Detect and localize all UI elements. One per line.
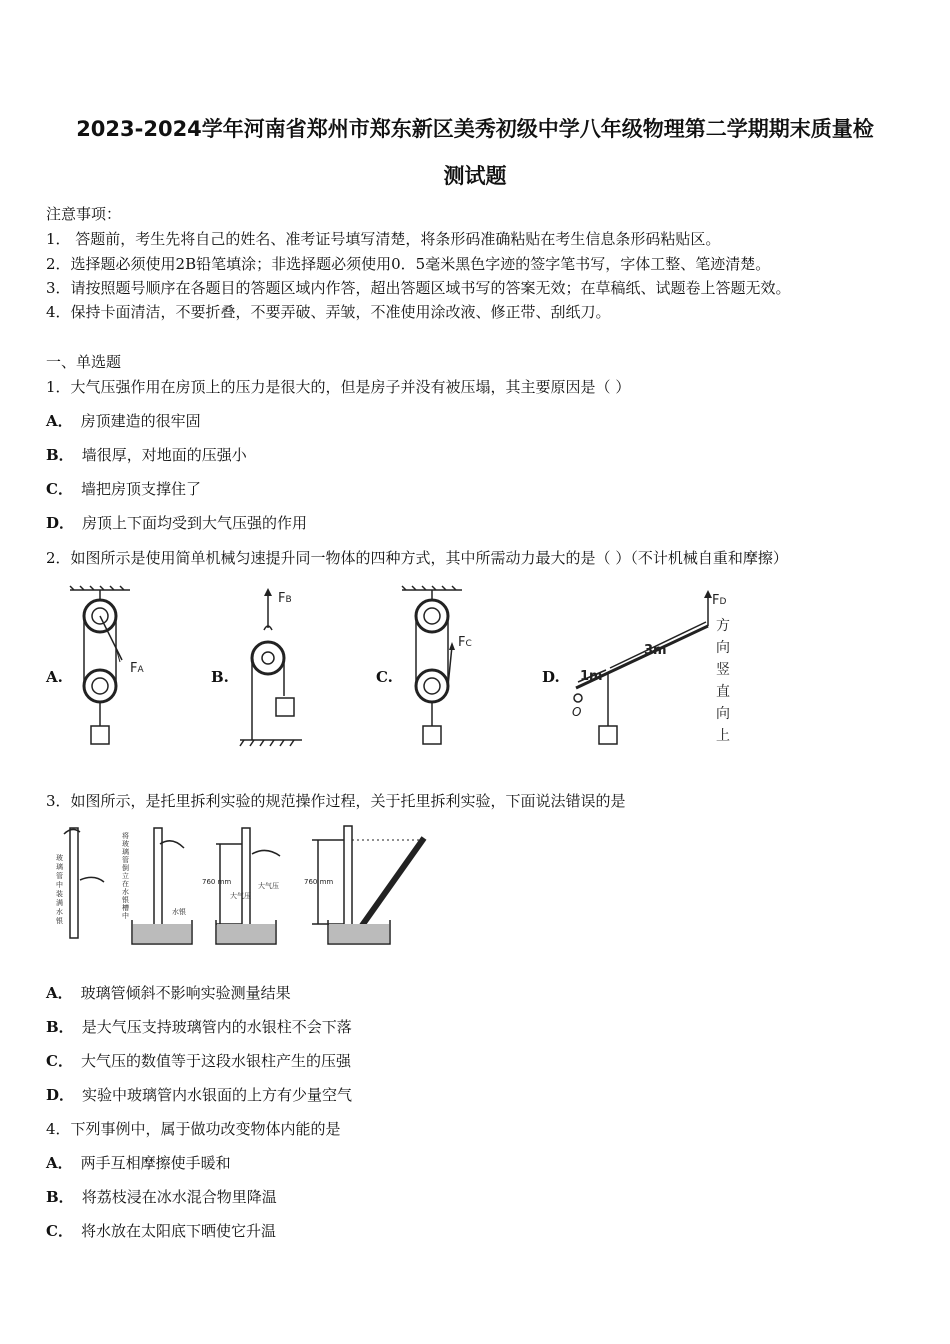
q4-option-a bbox=[46, 1152, 231, 1173]
option-label: D． bbox=[46, 514, 75, 532]
length-1m: 1m bbox=[580, 669, 603, 684]
fig-vchar: 将 bbox=[122, 832, 129, 840]
force-sub-fb: B bbox=[285, 595, 292, 605]
option-text: 将荔枝浸在冰水混合物里降温 bbox=[81, 1188, 277, 1206]
fig-vchar: 璃 bbox=[56, 863, 63, 871]
notice-item-2: 2．选择题必须使用2B铅笔填涂；非选择题必须使用0．5毫米黑色字迹的签字笔书写，字体工整、笔迹清楚。 bbox=[46, 255, 771, 273]
direction-char: 竖 bbox=[716, 662, 730, 678]
fig-vchar: 满 bbox=[56, 899, 63, 907]
option-label: B． bbox=[46, 446, 74, 464]
pulley-figure-a bbox=[70, 586, 160, 756]
notice-item-3: 3．请按照题号顺序在各题目的答题区域内作答，超出答题区域书写的答案无效；在草稿纸、试题卷上答题无效。 bbox=[46, 279, 791, 297]
direction-char: 向 bbox=[716, 706, 730, 722]
option-text: 墙很厚，对地面的压强小 bbox=[81, 446, 247, 464]
fig-vchar: 玻 bbox=[56, 854, 63, 862]
fig-vchar: 立 bbox=[122, 872, 129, 880]
svg-text:FD bbox=[712, 593, 726, 608]
fig-vchar: 倒 bbox=[122, 864, 129, 872]
q3-option-c bbox=[46, 1050, 351, 1071]
q1-option-c bbox=[46, 478, 201, 499]
fig-vchar: 管 bbox=[56, 872, 63, 880]
option-text: 将水放在太阳底下晒使它升温 bbox=[80, 1222, 276, 1240]
option-label: C． bbox=[46, 480, 73, 498]
fig-vchar: 玻 bbox=[122, 840, 129, 848]
option-text: 房顶建造的很牢固 bbox=[80, 412, 201, 430]
q2-label-b: B. bbox=[211, 668, 229, 686]
lever-figure-d bbox=[568, 588, 748, 758]
fig-vchar: 水 bbox=[122, 888, 129, 896]
q4-stem: 4．下列事例中，属于做功改变物体内能的是 bbox=[46, 1120, 341, 1138]
option-text: 玻璃管倾斜不影响实验测量结果 bbox=[80, 984, 291, 1002]
option-text: 墙把房顶支撑住了 bbox=[80, 480, 201, 498]
notice-item-1: 1． 答题前，考生先将自己的姓名、准考证号填写清楚，将条形码准确粘贴在考生信息条形码粘贴区。 bbox=[46, 230, 721, 248]
fig-vchar: 中 bbox=[122, 912, 129, 920]
option-label: C． bbox=[46, 1222, 73, 1240]
fig-vchar: 银 bbox=[122, 896, 129, 904]
q3-stem: 3．如图所示，是托里拆利实验的规范操作过程，关于托里拆利实验，下面说法错误的是 bbox=[46, 792, 626, 810]
q4-option-b bbox=[46, 1186, 277, 1207]
option-text: 实验中玻璃管内水银面的上方有少量空气 bbox=[82, 1086, 353, 1104]
notice-item-4: 4．保持卡面清洁，不要折叠，不要弄破、弄皱，不准使用涂改液、修正带、刮纸刀。 bbox=[46, 303, 611, 321]
torricelli-figure bbox=[46, 824, 446, 950]
q1-option-b bbox=[46, 444, 247, 465]
fig-vchar: 在 bbox=[122, 880, 129, 888]
fig-vchar: 管 bbox=[122, 856, 129, 864]
length-3m: 3m bbox=[644, 643, 667, 658]
q4-option-c bbox=[46, 1220, 276, 1241]
option-text: 是大气压支持玻璃管内的水银柱不会下落 bbox=[81, 1018, 352, 1036]
direction-char: 直 bbox=[716, 684, 730, 700]
fig-vchar: 璃 bbox=[122, 848, 129, 856]
direction-char: 向 bbox=[716, 640, 730, 656]
air-pressure-label-1: 大气压 bbox=[230, 892, 251, 900]
force-sub-fa: A bbox=[137, 665, 144, 675]
q2-label-c: C. bbox=[376, 668, 393, 686]
force-sub-fd: D bbox=[719, 597, 727, 607]
section-heading: 一、单选题 bbox=[46, 353, 122, 371]
svg-text:FA bbox=[130, 661, 144, 676]
fig-vchar: 水 bbox=[56, 908, 63, 916]
option-label: C． bbox=[46, 1052, 73, 1070]
direction-char: 方 bbox=[716, 618, 730, 634]
fig-vchar: 中 bbox=[56, 881, 63, 889]
pulley-figure-b bbox=[236, 586, 316, 751]
option-text: 两手互相摩擦使手暖和 bbox=[80, 1154, 231, 1172]
direction-char: 上 bbox=[716, 728, 730, 744]
mercury-label: 水银 bbox=[172, 908, 186, 916]
notice-heading: 注意事项： bbox=[46, 205, 122, 223]
option-label: A． bbox=[46, 412, 73, 430]
page-title-line2: 测试题 bbox=[443, 164, 507, 188]
q3-option-b bbox=[46, 1016, 352, 1037]
option-label: B． bbox=[46, 1018, 74, 1036]
pulley-figure-c bbox=[402, 586, 492, 756]
option-label: D． bbox=[46, 1086, 75, 1104]
option-label: A． bbox=[46, 1154, 73, 1172]
q1-option-a bbox=[46, 410, 201, 431]
q1-stem: 1．大气压强作用在房顶上的压力是很大的，但是房子并没有被压塌，其主要原因是（ ） bbox=[46, 378, 631, 396]
force-sub-fc: C bbox=[465, 639, 472, 649]
svg-text:FB bbox=[278, 591, 292, 606]
svg-text:FC bbox=[458, 635, 472, 650]
pivot-label: O bbox=[572, 705, 582, 719]
option-label: B． bbox=[46, 1188, 74, 1206]
option-label: A． bbox=[46, 984, 73, 1002]
page-title-line1: 2023-2024学年河南省郑州市郑东新区美秀初级中学八年级物理第二学期期末质量检 bbox=[76, 117, 874, 141]
force-label-fd: F bbox=[712, 593, 720, 608]
q2-stem: 2．如图所示是使用简单机械匀速提升同一物体的四种方式，其中所需动力最大的是（ ）（不计机械自重和摩擦） bbox=[46, 549, 788, 567]
air-pressure-label-2: 大气压 bbox=[258, 882, 279, 890]
force-label-fa: F bbox=[130, 661, 138, 676]
q3-option-d bbox=[46, 1084, 352, 1105]
fig-vchar: 装 bbox=[56, 890, 63, 898]
fig-vchar: 槽 bbox=[122, 904, 129, 912]
q1-option-d bbox=[46, 512, 307, 533]
option-text: 大气压的数值等于这段水银柱产生的压强 bbox=[80, 1052, 351, 1070]
height-label-1: 760 mm bbox=[202, 878, 232, 886]
q2-label-a: A. bbox=[46, 668, 63, 686]
force-label-fc: F bbox=[458, 635, 466, 650]
fig-vchar: 银 bbox=[56, 917, 63, 925]
option-text: 房顶上下面均受到大气压强的作用 bbox=[82, 514, 308, 532]
q2-label-d: D. bbox=[542, 668, 560, 686]
force-label-fb: F bbox=[278, 591, 286, 606]
height-label-2: 760 mm bbox=[304, 878, 334, 886]
q3-option-a bbox=[46, 982, 291, 1003]
